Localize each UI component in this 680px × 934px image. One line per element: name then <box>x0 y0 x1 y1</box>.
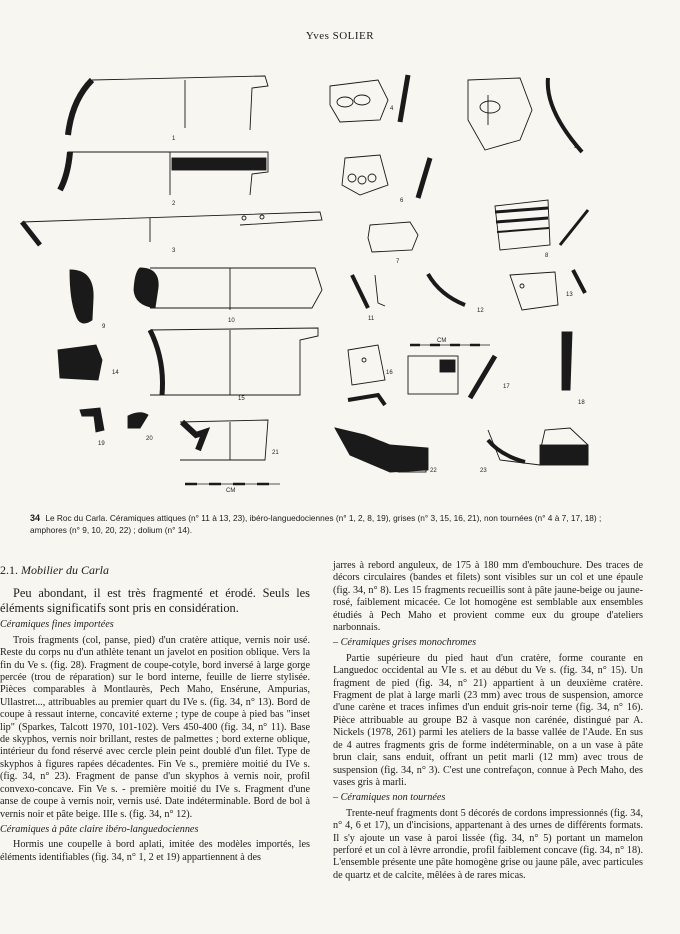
sherd-number: 6 <box>400 198 404 204</box>
lead-paragraph: Peu abondant, il est très fragmenté et érodé. Seuls les éléments significatifs sont pris en considération. <box>0 586 310 615</box>
sherd-number: 23 <box>480 468 487 474</box>
sherd-number: 21 <box>272 450 279 456</box>
sherd-number: 5 <box>574 144 578 150</box>
sherd-number: 22 <box>430 468 437 474</box>
sherd-number: 20 <box>146 436 153 442</box>
sherd-number: 4 <box>390 106 394 112</box>
running-head: Yves SOLIER <box>305 30 375 42</box>
subheading: – Céramiques grises monochromes <box>333 637 477 649</box>
sherd-number: 3 <box>172 248 176 254</box>
sherd-number: 13 <box>566 292 573 298</box>
paragraph: jarres à rebord anguleux, de 175 à 180 mm d'embouchure. Des traces de décors circulaires (bandes et filets) sont visibles sur un col et une épaule (fig. 34, n° 8). Les 15 fragments recueillis sont à pâte jaune-beige ou jaune-rosé, faiblement micacée. Ce lot homogène est semblable aux ensembles étudiés à Pech Maho et provient comme eux du groupe d'ateliers narbonnais. <box>333 560 643 634</box>
right-column <box>333 560 643 885</box>
figure-caption-text: Le Roc du Carla. Céramiques attiques (n° 11 à 13, 23), ibéro-languedociennes (n° 1, 2, 8, 19), grises (n° 3, 15, 16, 21), non tournées (n° 4 à 7, 17, 18) ; amphores (n° 9, 10, 20, 22) ; dolium (n° 14). <box>30 513 602 535</box>
sherd-number: 8 <box>545 253 549 259</box>
sherd-number: 18 <box>578 400 585 406</box>
subheading: – Céramiques non tournées <box>333 792 446 804</box>
sherd-number: 2 <box>172 201 176 207</box>
sherd-number: 7 <box>396 259 400 265</box>
sherd-number: 14 <box>112 370 119 376</box>
paragraph: Partie supérieure du pied haut d'un cratère, forme courante en Languedoc occidental au VIe s. et au début du Ve s. (fig. 34, n° 15). Un fragment de pied (fig. 34, n° 21) appartient à un deuxième cratère. Fragment de plat à large marli (23 mm) avec trous de suspension, amorce d'une carène et traces infimes d'un enduit gris-noir terne (fig. 34, n° 16). Pièce attribuable au groupe B2 à vasque non carénée, distingué par A. Nickels (1978, 261) parmi les ateliers de la basse vallée de l'Aude. En sus de 4 autres fragments gris de forme indéterminable, on a un vase à pâte brun clair, sans enduit, offrant un petit marli (12 mm) avec trous de suspension (fig. 34, n° 3). C'est une contrefaçon, connue à Pech Maho, des vases gris à marli. <box>333 652 643 788</box>
paragraph: Hormis une coupelle à bord aplati, imitée des modèles importés, les éléments identifiables (fig. 34, n° 1, 2 et 19) appartiennent à des <box>0 839 310 863</box>
sherd-number: 1 <box>172 136 176 142</box>
sherd-number: 16 <box>386 370 393 376</box>
sherd-number: 15 <box>238 396 245 402</box>
sherd-number: 17 <box>503 384 510 390</box>
scale-label: CM <box>437 338 447 344</box>
subheading: Céramiques à pâte claire ibéro-languedociennes <box>0 823 199 835</box>
sherd-number: 11 <box>368 316 375 322</box>
paragraph: Trente-neuf fragments dont 5 décorés de cordons impressionnés (fig. 34, n° 4, 6 et 17), un d'incisions, appartenant à des urnes de différents formats. Il s'y ajoute un vase à paroi lissée (fig. 34, n° 5) portant un mamelon perforé et un col à lèvre arrondie, profil faiblement concave (fig. 34, n° 18). L'ensemble présente une pâte homogène grise ou jaune pâle, avec particules de quartz et de calcite, mêlées à de rares micas. <box>333 807 643 881</box>
section-title: 2.1. Mobilier du Carla <box>0 563 110 577</box>
sherd-number: 12 <box>477 308 484 314</box>
subheading: Céramiques fines importées <box>0 619 114 631</box>
sherd-drawings <box>0 60 680 500</box>
sherd-number: 10 <box>228 318 235 324</box>
figure-plate <box>0 60 680 500</box>
figure-caption <box>30 512 635 536</box>
sherd-number: 9 <box>102 324 106 330</box>
sherd-number: 19 <box>98 441 105 447</box>
paragraph: Trois fragments (col, panse, pied) d'un cratère attique, vernis noir usé. Reste du corps nu d'un athlète tenant un javelot en position oblique. Vers la fin du Ve s. (fig. 28). Fragment de coupe-cotyle, bord inversé à large gorge percée (trou de réparation) sur le bord interne, feuille de lierre stylisée. Pièces comparables à Montlaurès, Pech Maho, Ensérune, Ampurias, Ullastret..., attribuables au premier quart du IVe s. (fig. 34, n° 13). Bord de coupe à ressaut interne, concavité externe ; type de coupe à pied bas "inset lip" (Sparkes, Talcott 1970, 101-102). Vers 450-400 (fig. 34, n° 11). Base de skyphos, vernis noir brillant, restes de palmettes ; bord externe oblique, intérieur du fond réservé avec cercle plein peint doublé d'un filet. Type de skyphos à figures rapées décadentes. Fin Ve s., première moitié du IVe s. (fig. 34, n° 23). Fragment de panse d'un skyphos à vernis noir, profil convexo-concave. Fin Ve s. - première moitié du IVe s. Fragment d'une anse de coupe à vernis noir, vernis usé. Date indéterminable. Bord de bol à vernis noir et pâte beige. IIIe s. (fig. 34, n° 12). <box>0 634 310 820</box>
figure-number: 34 <box>30 513 41 523</box>
scale-label: CM <box>226 488 236 494</box>
left-column <box>0 560 310 867</box>
